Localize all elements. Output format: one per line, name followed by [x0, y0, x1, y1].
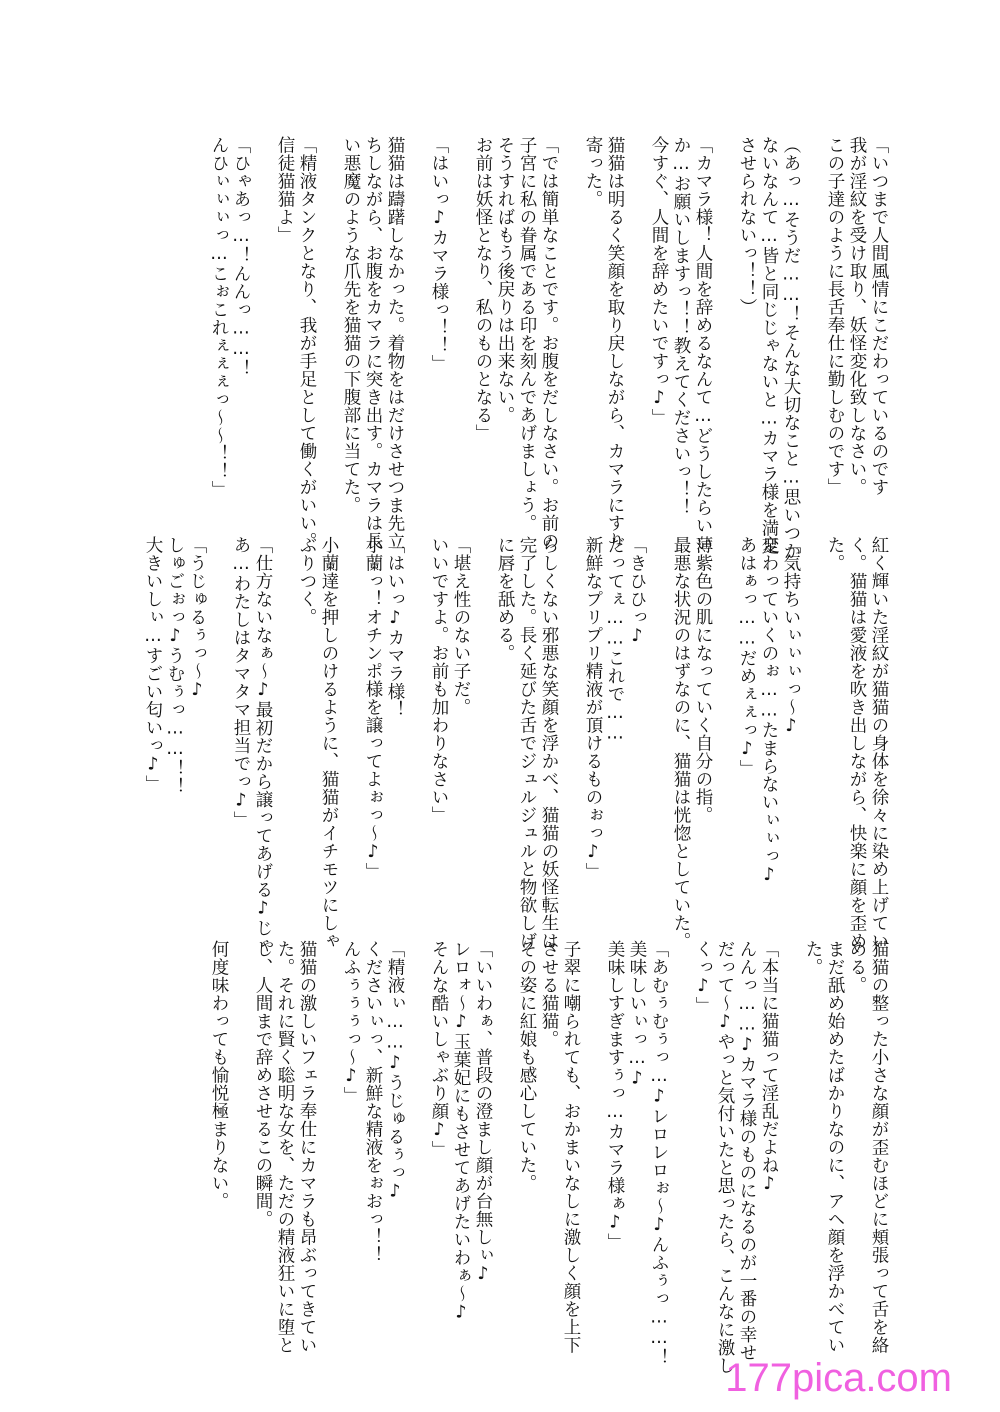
text-line: そうすればもう後戻りは出来ない。	[495, 136, 515, 424]
text-column-band-middle	[143, 536, 890, 955]
text-line: くださいぃっ、新鮮な精液をぉおっ！！	[363, 940, 383, 1264]
text-line: 最悪な状況のはずなのに、猫猫は恍惚としていた。	[671, 536, 691, 950]
paragraph-gap	[714, 536, 736, 928]
text-line: 何度味わっても愉悦極まりない。	[209, 940, 229, 1210]
text-line: いいですよ。お前も加わりなさい」	[429, 536, 449, 824]
paragraph-gap	[274, 536, 296, 928]
paragraph-gap	[494, 940, 516, 1340]
text-line: レロォ〜♪玉葉妃にもさせてあげたいわぁ〜♪	[451, 940, 471, 1323]
text-line: 完了した。長く延びた舌でジュルジュルと物欲しげ	[517, 536, 537, 950]
paragraph-gap	[802, 536, 824, 928]
text-line: 「カマラ様！人間を辞めるなんて…どうしたらいい	[693, 136, 713, 553]
text-line: 「はいっ♪カマラ様っ！！」	[429, 136, 449, 373]
site-watermark[interactable]: 177pica.com	[725, 1356, 952, 1400]
paragraph-gap	[450, 136, 472, 528]
text-line: んふぅぅぅっ〜♪」	[341, 940, 361, 1105]
paragraph-gap	[318, 940, 340, 1340]
text-line: 我が淫紋を受け取り、妖怪変化致しなさい。	[847, 136, 867, 496]
text-line: 「きひひっ♪	[627, 536, 647, 647]
text-line: だってぇ……これで……	[605, 536, 625, 744]
text-line: 子翠に嘲られても、おかまいなしに激しく顔を上下	[561, 940, 581, 1354]
text-line: そんな酷いしゃぶり顔♪」	[429, 940, 449, 1159]
paragraph-gap	[582, 940, 604, 1340]
text-line: 紅く輝いた淫紋が猫猫の身体を徐々に染め上げてい	[869, 536, 889, 950]
text-line: ぶりつく。	[297, 536, 317, 626]
paragraph-gap	[626, 136, 648, 528]
text-line: に唇を舐める。	[495, 536, 515, 662]
text-line: ないなんて…皆と同じじゃないと…カマラ様を満足	[759, 136, 779, 555]
text-line: た。それに賢く聡明な女を、ただの精液狂いに堕と	[275, 940, 295, 1354]
text-line: く。猫猫は愛液を吹き出しながら、快楽に顔を歪め	[847, 536, 867, 950]
text-line: 猫猫は明るく笑顔を取り戻しながら、カマラにすり	[605, 136, 625, 550]
text-column-band-bottom	[150, 940, 890, 1375]
text-line: た。	[825, 536, 845, 572]
text-line: 信徒猫猫よ」	[275, 136, 295, 244]
text-line: お前は妖怪となり、私のものとなる」	[473, 136, 493, 442]
text-line: 「気持ちいぃぃぃっ〜♪	[781, 536, 801, 737]
text-line: んひぃぃぃっ…こぉこれぇぇぇっ〜〜！！」	[209, 136, 229, 499]
paragraph-gap	[208, 536, 230, 928]
paragraph-gap	[648, 536, 670, 928]
text-line: 小蘭達を押しのけるように、猫猫がイチモツにしゃ	[319, 536, 339, 950]
paragraph-gap	[230, 940, 252, 1340]
text-line: 寄った。	[583, 136, 603, 208]
text-line: 「あむぅむぅっ…♪レロレロぉ〜♪んふぅっ……！	[649, 940, 669, 1367]
text-line: 「堪え性のない子だ。	[451, 536, 471, 716]
text-line: 「精液タンクとなり、我が手足として働くがいい。	[297, 136, 317, 550]
text-column-band-top	[150, 136, 890, 560]
text-line: だって〜♪やっと気付いたと思ったら、こんなに激し	[715, 940, 735, 1375]
text-line: 美味しいぃっ…♪	[627, 940, 647, 1089]
text-line: 「本当に猫猫って淫乱だよね♪	[759, 940, 779, 1195]
paragraph-gap	[340, 536, 362, 928]
text-line: 「ひゃあっ…！んんっ……！	[231, 136, 251, 378]
paragraph-gap	[670, 940, 692, 1340]
text-line: させられないっ！！）	[737, 136, 757, 316]
text-line: 美味しすぎますぅっ…カマラ様ぁ♪」	[605, 940, 625, 1251]
text-line: 「いいわぁ、普段の澄まし顔が台無しぃ♪	[473, 940, 493, 1285]
paragraph-gap	[560, 136, 582, 528]
text-line: 新鮮なプリプリ精液が頂けるものぉっ♪」	[583, 536, 603, 881]
paragraph-gap	[780, 940, 802, 1340]
text-line: んんっ……♪カマラ様のものになるのが一番の幸せ	[737, 940, 757, 1362]
text-line: める。	[847, 940, 867, 994]
text-line: い悪魔のような爪先を猫猫の下腹部に当てた。	[341, 136, 361, 514]
text-line: らしくない邪悪な笑顔を浮かべ、猫猫の妖怪転生は	[539, 536, 559, 950]
text-line: 「いつまで人間風情にこだわっているのです	[869, 136, 889, 496]
text-line: 今すぐ、人間を辞めたいですっ♪」	[649, 136, 669, 427]
text-line: させる猫猫。	[539, 940, 559, 1048]
text-line: その姿に紅娘も感心していた。	[517, 940, 537, 1192]
paragraph-gap	[318, 136, 340, 528]
text-line: 変わっていくのぉ……たまらないぃぃっ♪	[759, 536, 779, 886]
text-line: あはぁっ……だめぇぇっ♪」	[737, 536, 757, 778]
text-line: 猫猫の整った小さな顔が歪むほどに頬張って舌を絡	[869, 940, 889, 1354]
text-line: 「はいっ♪カマラ様！	[385, 536, 405, 719]
text-line: 小蘭っ！オチンポ様を譲ってよぉっ〜♪」	[363, 536, 383, 881]
paragraph-gap	[472, 536, 494, 928]
text-line: あ…わたしはタマタマ担当でっ♪」	[231, 536, 251, 829]
paragraph-gap	[802, 136, 824, 528]
paragraph-gap	[714, 136, 736, 528]
paragraph-gap	[252, 136, 274, 528]
text-line: ちしながら、お腹をカマラに突き出す。カマラは長	[363, 136, 383, 550]
text-line: この子達のように長舌奉仕に勤しむのです」	[825, 136, 845, 496]
paragraph-gap	[406, 136, 428, 528]
paragraph-gap	[406, 940, 428, 1340]
text-line: か…お願いしますっ！！教えてくださいっ！！	[671, 136, 691, 517]
text-line: （あっ…そうだ……！そんな大切なこと…思いつか	[781, 136, 801, 560]
text-line: 大きいしぃ…すごい匂いっ♪」	[143, 536, 163, 793]
text-line: た。	[803, 940, 823, 976]
text-line: 猫猫の激しいフェラ奉仕にカマラも昂ぶってきてい	[297, 940, 317, 1354]
text-line: 薄紫色の肌になっていく自分の指。	[693, 536, 713, 824]
text-line: 「うじゅるぅっ〜♪	[187, 536, 207, 701]
text-line: 「仕方ないなぁ〜♪最初だから譲ってあげる♪じゃ	[253, 536, 273, 955]
text-line: まだ舐め始めたばかりなのに、アヘ顔を浮かべてい	[825, 940, 845, 1354]
paragraph-gap	[406, 536, 428, 928]
text-line: 猫猫は躊躇しなかった。着物をはだけさせつま先立	[385, 136, 405, 550]
text-line: 「では簡単なことです。お腹をだしなさい。お前の	[539, 136, 559, 550]
paragraph-gap	[560, 536, 582, 928]
text-line: 子宮に私の眷属である印を刻んであげましょう。	[517, 136, 537, 532]
text-line: くっ♪」	[693, 940, 713, 1015]
text-line: しゅごぉっ♪うむぅっ……！！	[165, 536, 185, 796]
text-line: 「精液ぃ……♪うじゅるぅっ♪	[385, 940, 405, 1202]
text-line: し、人間まで辞めさせるこの瞬間。	[253, 940, 273, 1228]
